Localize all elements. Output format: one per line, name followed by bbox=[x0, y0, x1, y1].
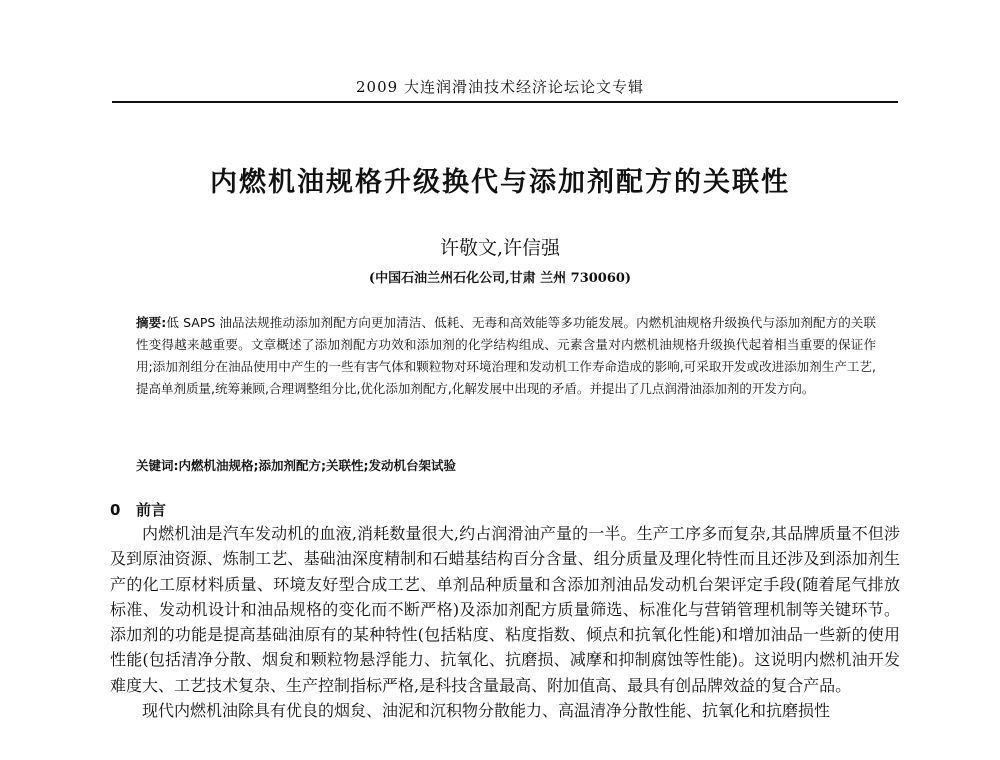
abstract bbox=[136, 312, 876, 400]
paper-affiliation: (中国石油兰州石化公司,甘肃 兰州 730060) bbox=[368, 271, 632, 286]
body-text bbox=[110, 521, 900, 723]
keywords-text: 内燃机油规格;添加剂配方;关联性;发动机台架试验 bbox=[178, 458, 456, 473]
keywords-label: 关键词: bbox=[136, 458, 179, 473]
section-number: 0 bbox=[110, 501, 121, 519]
keywords bbox=[136, 456, 876, 474]
header-rule bbox=[112, 101, 898, 103]
section-heading bbox=[110, 499, 166, 520]
paper-title: 内燃机油规格升级换代与添加剂配方的关联性 bbox=[210, 167, 790, 198]
section-title: 前言 bbox=[136, 501, 167, 519]
abstract-text: 低 SAPS 油品法规推动添加剂配方向更加清洁、低耗、无毒和高效能等多功能发展。内燃机油规格升级换代与添加剂配方的关联性变得越来越重要。文章概述了添加剂配方功效和添加剂的化学结构组成、元素含量对内燃机油规格升级换代起着相当重要的保证作用;添加剂组分在油品使用中产生的一些有害气体和颗粒物对环境治理和发动机工作寿命造成的影响,可采取开发或改进添加剂生产工艺,提高单剂质量,统筹兼顾,合理调整组分比,优化添加剂配方,化解发展中出现的矛盾。并提出了几点润滑油添加剂的开发方向。 bbox=[136, 315, 877, 396]
body-paragraph: 现代内燃机油除具有优良的烟炱、油泥和沉积物分散能力、高温清净分散性能、抗氧化和抗磨损性 bbox=[142, 701, 831, 721]
body-paragraph: 内燃机油是汽车发动机的血液,消耗数量很大,约占润滑油产量的一半。生产工序多而复杂,其品牌质量不但涉及到原油资源、炼制工艺、基础油深度精制和石蜡基结构百分含量、组分质量及理化特性而且还涉及到添加剂生产的化工原材料质量、环境友好型合成工艺、单剂品种质量和含添加剂油品发动机台架评定手段(随着尾气排放标准、发动机设计和油品规格的变化而不断严格)及添加剂配方质量筛选、标准化与营销管理机制等关键环节。添加剂的功能是提高基础油原有的某种特性(包括粘度、粘度指数、倾点和抗氧化性能)和增加油品一些新的使用性能(包括清净分散、烟炱和颗粒物悬浮能力、抗氧化、抗磨损、减摩和抑制腐蚀等性能)。这说明内燃机油开发难度大、工艺技术复杂、生产控制指标严格,是科技含量最高、附加值高、最具有创品牌效益的复合产品。 bbox=[110, 524, 900, 695]
paper-authors: 许敬文,许信强 bbox=[439, 237, 561, 259]
abstract-label: 摘要: bbox=[136, 315, 167, 330]
journal-header: 2009 大连润滑油技术经济论坛论文专辑 bbox=[356, 78, 644, 96]
